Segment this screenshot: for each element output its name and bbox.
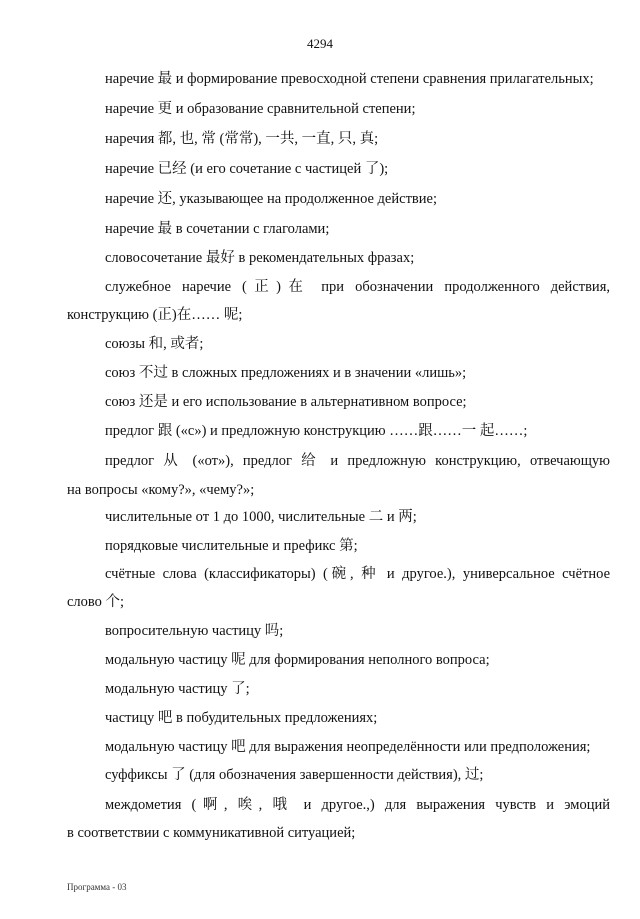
text-line: частицу 吧 в побудительных предложениях; [105,710,378,726]
text-line: союзы 和, 或者; [105,336,204,352]
text-line: вопросительную частицу 吗; [105,623,284,639]
text-line: порядковые числительные и префикс 第; [105,538,358,554]
text-line: конструкцию (正)在…… 呢; [67,307,243,323]
text-line: наречие 更 и образование сравнительной степени; [105,101,416,117]
text-line: наречие 还, указывающее на продолженное действие; [105,191,437,207]
page-number: 4294 [307,36,333,51]
text-line: модальную частицу 了; [105,681,250,697]
text-line: предлог 跟 («с») и предложную конструкцию ……跟……一 起……; [105,423,528,439]
text-line: модальную частицу 吧 для выражения неопределённости или предположения; [105,739,591,755]
text-line: наречие 已经 (и его сочетание с частицей 了); [105,161,389,177]
text-line: междометия (啊, 唉, 哦 и другое.,) для выражения чувств и эмоций [105,797,610,813]
text-line: союз 还是 и его использование в альтернативном вопросе; [105,394,467,410]
text-line: числительные от 1 до 1000, числительные 二 и 两; [105,509,417,525]
footer: Программа - 03 [67,882,127,892]
text-line: служебное наречие (正)在 при обозначении продолженного действия, [105,279,610,295]
text-line: союз 不过 в сложных предложениях и в значении «лишь»; [105,365,467,381]
text-line: на вопросы «кому?», «чему?»; [67,482,255,498]
text-line: в соответствии с коммуникативной ситуацией; [67,825,356,841]
text-line: модальную частицу 呢 для формирования неполного вопроса; [105,652,490,668]
text-line: наречия 都, 也, 常 (常常), 一共, 一直, 只, 真; [105,131,379,147]
text-line: наречие 最 в сочетании с глаголами; [105,221,330,237]
text-line: предлог 从 («от»), предлог 给 и предложную конструкцию, отвечающую [105,453,610,469]
text-line: слово 个; [67,594,125,610]
text-line: суффиксы 了 (для обозначения завершенности действия), 过; [105,767,484,783]
text-line: счётные слова (классификаторы) (碗, 种 и другое.), универсальное счётное [105,566,610,582]
text-line: словосочетание 最好 в рекомендательных фразах; [105,250,415,266]
text-line: наречие 最 и формирование превосходной степени сравнения прилагательных; [105,71,594,87]
